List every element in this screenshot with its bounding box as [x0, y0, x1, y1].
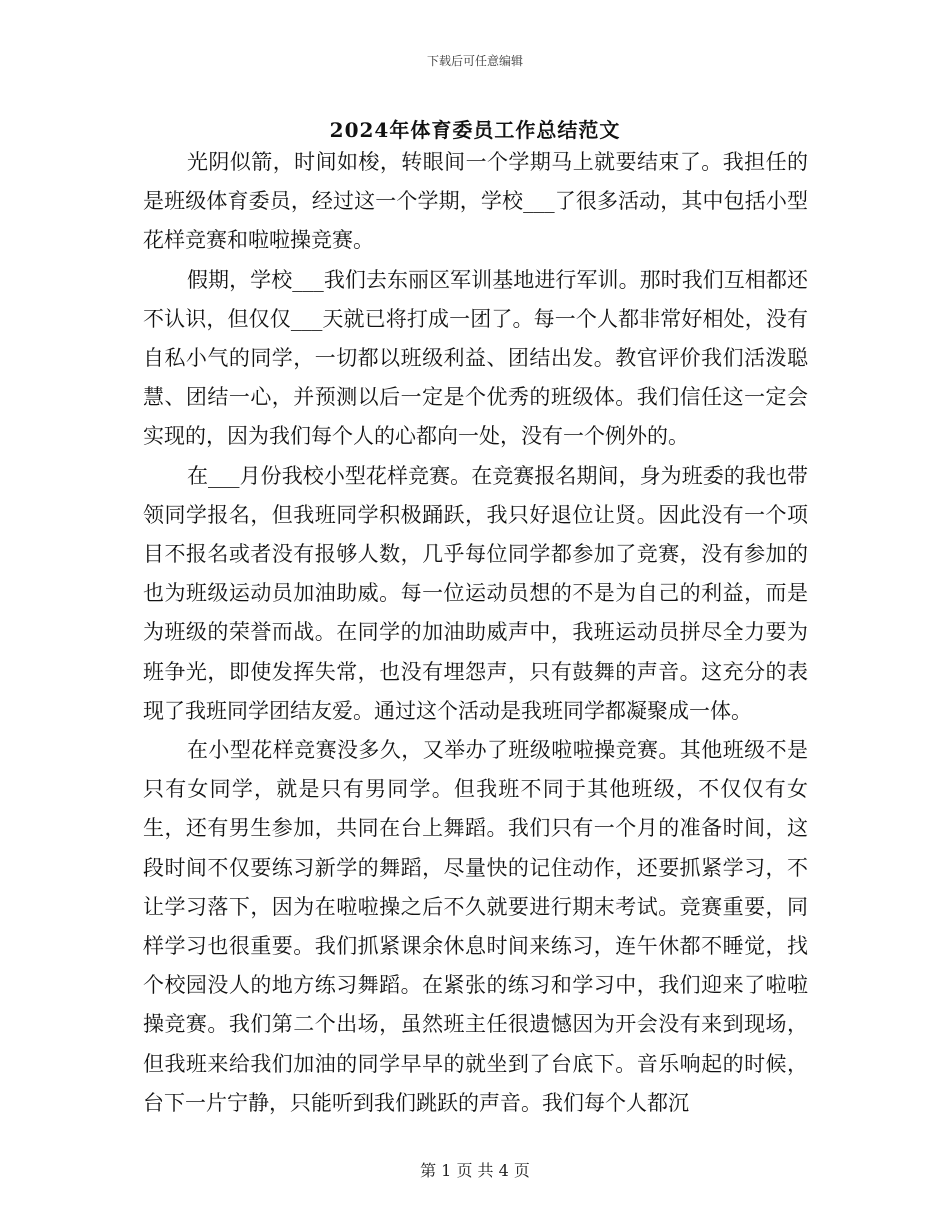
page-footer: 第 1 页 共 4 页 [420, 1161, 530, 1180]
paragraph: 假期，学校___我们去东丽区军训基地进行军训。那时我们互相都还不认识，但仅仅___天就已将打成一团了。每一个人都非常好相处，没有自私小气的同学，一切都以班级利益、团结出发。教官评价我们活泼聪慧、团结一心，并预测以后一定是个优秀的班级体。我们信任这一定会实现的，因为我们每个人的心都向一处，没有一个例外的。 [143, 267, 808, 449]
document-body [143, 143, 808, 1123]
paragraph: 在小型花样竞赛没多久，又举办了班级啦啦操竞赛。其他班级不是只有女同学，就是只有男同学。但我班不同于其他班级，不仅仅有女生，还有男生参加，共同在台上舞蹈。我们只有一个月的准备时间，这段时间不仅要练习新学的舞蹈，尽量快的记住动作，还要抓紧学习，不让学习落下，因为在啦啦操之后不久就要进行期末考试。竞赛重要，同样学习也很重要。我们抓紧课余休息时间来练习，连午休都不睡觉，找个校园没人的地方练习舞蹈。在紧张的练习和学习中，我们迎来了啦啦操竞赛。我们第二个出场，虽然班主任很遗憾因为开会没有来到现场，但我班来给我们加油的同学早早的就坐到了台底下。音乐响起的时候，台下一片宁静，只能听到我们跳跃的声音。我们每个人都沉 [143, 738, 808, 1115]
paragraph: 在___月份我校小型花样竞赛。在竞赛报名期间，身为班委的我也带领同学报名，但我班同学积极踊跃，我只好退位让贤。因此没有一个项目不报名或者没有报够人数，几乎每位同学都参加了竞赛，没有参加的也为班级运动员加油助威。每一位运动员想的不是为自己的利益，而是为班级的荣誉而战。在同学的加油助威声中，我班运动员拼尽全力要为班争光，即使发挥失常，也没有埋怨声，只有鼓舞的声音。这充分的表现了我班同学团结友爱。通过这个活动是我班同学都凝聚成一体。 [143, 463, 808, 723]
page-title: 2024年体育委员工作总结范文 [329, 118, 621, 142]
header-note: 下载后可任意编辑 [426, 54, 523, 68]
paragraph: 光阴似箭，时间如梭，转眼间一个学期马上就要结束了。我担任的是班级体育委员，经过这一个学期，学校___了很多活动，其中包括小型花样竞赛和啦啦操竞赛。 [143, 150, 808, 253]
